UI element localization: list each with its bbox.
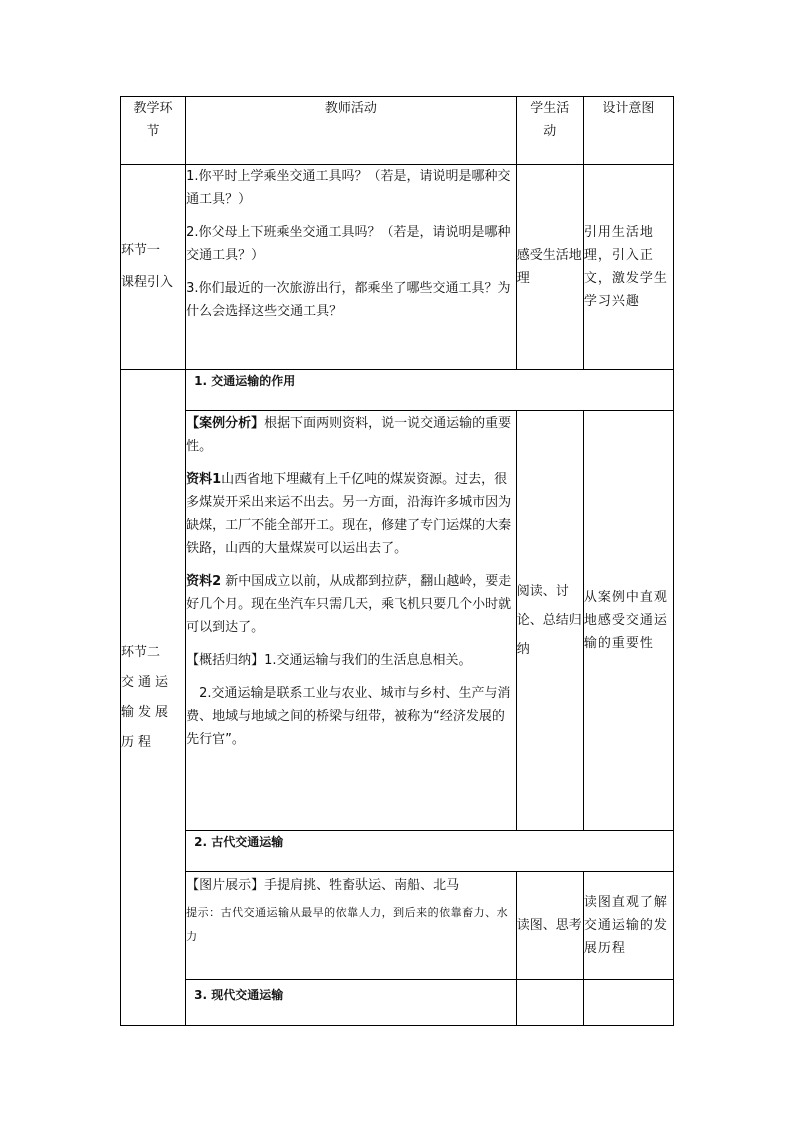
section1-student-cell	[516, 411, 583, 831]
table-row-stage1	[121, 165, 674, 370]
table-row-section1-content	[121, 411, 674, 831]
section2-student-text: 读图、思考	[516, 918, 582, 933]
material-1-label: 资料1	[186, 472, 222, 487]
section2-title: 2. 古代交通运输	[194, 835, 284, 849]
picture-display	[186, 874, 516, 897]
stage1-cell	[121, 165, 186, 370]
header-intent	[583, 97, 673, 165]
case-analysis	[186, 412, 516, 458]
picture-label: 【图片展示】	[186, 878, 265, 893]
section1-teacher-cell	[186, 411, 517, 831]
stage1-intent-cell	[583, 165, 673, 370]
section1-title: 1. 交通运输的作用	[194, 374, 296, 388]
header-stage	[121, 97, 186, 165]
header-teacher-text: 教师活动	[324, 101, 377, 116]
section2-student-cell	[516, 872, 583, 980]
section2-title-cell	[186, 831, 674, 872]
header-intent-text: 设计意图	[602, 101, 655, 116]
table-row-section1-title	[121, 370, 674, 411]
table-row-section2-title	[121, 831, 674, 872]
section2-intent-text: 读图直观了解交通运输的发展历程	[583, 895, 668, 956]
header-stage-text: 教学环节	[133, 101, 173, 139]
material-2-text: 新中国成立以前，从成都到拉萨，翻山越岭，要走好几个月。现在坐汽车只需几天，乘飞机只要几个小时就可以到达了。	[186, 574, 512, 635]
stage1-intent-text: 引用生活地理，引入正文，激发学生学习兴趣	[583, 225, 668, 309]
section1-intent-cell	[583, 411, 673, 831]
picture-hint: 提示：古代交通运输从最早的依靠人力，到后来的依靠畜力、水力	[186, 906, 509, 943]
stage2-line1: 环节二	[121, 644, 161, 660]
lesson-plan-table	[120, 96, 674, 1026]
summary-1-text: 1.交通运输与我们的生活息息相关。	[264, 653, 472, 668]
stage1-teacher-cell	[186, 165, 517, 370]
section3-title: 3. 现代交通运输	[194, 988, 284, 1002]
section3-title-cell	[186, 980, 517, 1026]
section1-title-cell	[186, 370, 674, 411]
section3-student-cell	[516, 980, 583, 1026]
table-row-section3	[121, 980, 674, 1026]
header-student	[516, 97, 583, 165]
stage1-line1: 环节一	[121, 243, 161, 258]
material-1	[186, 468, 516, 560]
summary-1	[186, 649, 516, 672]
case-text: 根据下面两则资料，说一说交通运输的重要性。	[186, 416, 512, 454]
picture-text: 手提肩挑、牲畜驮运、南船、北马	[264, 878, 460, 893]
stage2-line2: 交通运输发展历程	[121, 674, 173, 750]
stage1-question-1: 1.你平时上学乘坐交通工具吗？（若是，请说明是哪种交通工具？）	[186, 169, 511, 207]
table-row-section2-content	[121, 872, 674, 980]
material-2	[186, 570, 516, 639]
section1-student-text: 阅读、讨论、总结归纳	[516, 584, 582, 657]
section2-teacher-cell	[186, 872, 517, 980]
stage1-student-cell	[516, 165, 583, 370]
section2-intent-cell	[583, 872, 673, 980]
material-1-text: 山西省地下埋藏有上千亿吨的煤炭资源。过去，很多煤炭开采出来运不出去。另一方面，沿海许多城市因为缺煤，工厂不能全部开工。现在，修建了专门运煤的大秦铁路，山西的大量煤炭可以运出去了。	[186, 472, 512, 556]
stage1-student-text: 感受生活地理	[516, 248, 582, 286]
section1-intent-text: 从案例中直观地感受交通运输的重要性	[583, 590, 668, 651]
stage1-line2: 课程引入	[121, 275, 174, 290]
section3-intent-cell	[583, 980, 673, 1026]
summary-label: 【概括归纳】	[186, 653, 265, 668]
stage1-question-2: 2.你父母上下班乘坐交通工具吗？（若是，请说明是哪种交通工具？）	[186, 225, 511, 263]
header-teacher	[186, 97, 517, 165]
stage1-question-3: 3.你们最近的一次旅游出行，都乘坐了哪些交通工具？为什么会选择这些交通工具？	[186, 281, 511, 319]
table-header-row	[121, 97, 674, 165]
summary-2: 2.交通运输是联系工业与农业、城市与乡村、生产与消费、地域与地域之间的桥梁与纽带，被称为“经济发展的先行官”。	[186, 686, 511, 747]
case-label: 【案例分析】	[186, 416, 265, 431]
material-2-label: 资料2	[186, 574, 222, 589]
header-student-text: 学生活动	[530, 101, 570, 139]
stage2-cell	[121, 370, 186, 1026]
